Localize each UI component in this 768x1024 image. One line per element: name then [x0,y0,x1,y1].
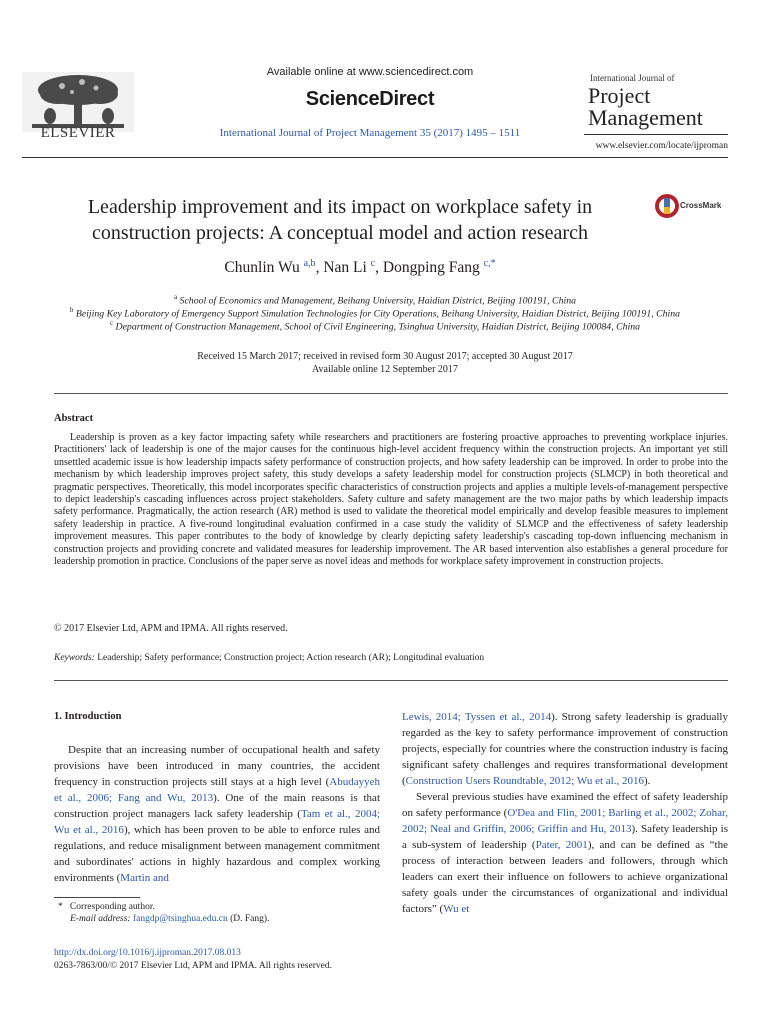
abstract-top-divider [54,393,728,394]
elsevier-wordmark: ELSEVIER [40,125,116,141]
affiliation: $^c$ Department of Construction Management, School of Civil Engineering, Tsinghua University, Haidian District, Beijing 100084, China [109,319,641,333]
affiliation: $^b$ Beijing Key Laboratory of Emergency Support Simulation Technologies for City Operations, Beihang University, Haidian District, Beijing 100191, China [69,306,681,320]
paragraph: Several previous studies have examined the effect of safety leadership on safety performance (O'Dea and Flin, 2001; Barling et al., 2002; Zohar, 2002; Neal and Griffin, 2006; Griffin and Hu, 2013). Safety leadership is a sub-system of leadership (Pater, 2001), and can be defined as “the process of interaction between leaders and followers, through which leaders can exert their influence on followers to achieve organizational safety goals under the circumstances of organizational and individual factors” (Wu et [402,791,728,915]
article-title: Leadership improvement and its impact on workplace safety in construction projects: A conceptual model and action research [87,196,593,244]
section-heading: 1. Introduction [54,711,122,722]
abstract-bottom-divider [54,680,728,681]
email-link[interactable]: fangdp@tsinghua.edu.cn [132,914,228,924]
citation-link[interactable]: Tam et al., 2004; Wu et al., 2016 [54,808,380,836]
citation-link[interactable]: O'Dea and Flin, 2001; Barling et al., 2002; Zohar, 2002; Neal and Griffin, 2006; Griffin and Hu, 2013 [402,807,728,835]
journal-name-line1: Project [588,83,651,108]
doi-link[interactable]: http://dx.doi.org/10.1016/j.ijproman.2017.08.013 [54,948,241,958]
author-affiliation-mark[interactable]: c [370,258,376,269]
sciencedirect-brand: ScienceDirect [305,88,435,110]
author-affiliation-mark[interactable]: c,* [483,258,496,269]
footnote-divider [54,897,140,898]
journal-name-small: International Journal of [590,73,675,83]
paragraph: Lewis, 2014; Tyssen et al., 2014). Strong safety leadership is gradually regarded as the key to safety performance improvement of construction projects, especially for countries where the construction industry is facing significant safety challenges and requires transformational development (Construction Users Roundtable, 2012; Wu et al., 2016). [402,711,728,787]
abstract-text: Leadership is proven as a key factor impacting safety while researchers and practitioners are fostering proactive approaches to preventing workplace injuries. Practitioners' lack of leadership is one of the major causes for the continuous high-level accident frequency within the construction projects. An important yet still unsettled academic issue is how leadership impacts safety performance of construction projects, and how safety leadership can be improved. In order to probe into the mechanism by which leadership improves project safety, this study develops a safety leadership model for construction projects (SLMCP) in both theoretical and pragmatic perspectives. Theoretically, this model incorporates specific characteristics of construction projects and applies a multiple levels-of-management perspective to depict leadership's cascading influences across project stakeholders. Safety culture and safety management are the two major paths by which leadership impacts safety performance. Pragmatically, the action research (AR) method is used to validate the theoretical model empirically and develop feasible measures to implement safety leadership in practice. A five-round longitudinal evaluation confirmed in a case study the validity of SLMCP and the effectiveness of safety leadership improvement measures. This paper contributes to the body of knowledge by clearly depicting safety leadership's cascading top-down influencing mechanism in construction projects and providing concrete and validated measures for leadership improvement. The AR based intervention also establishes a general procedure for leadership promotion in practice. Conclusions of the paper serve as novel ideas and methods for workplace safety improvement in construction projects. [54,432,728,568]
footnote-corresponding: * Corresponding author. [58,902,155,912]
journal-url: www.elsevier.com/locate/ijproman [595,141,728,151]
abstract-copyright: © 2017 Elsevier Ltd, APM and IPMA. All rights reserved. [54,623,288,634]
journal-reference-link[interactable]: International Journal of Project Management 35 (2017) 1495 – 1511 [219,127,521,139]
citation-link[interactable]: Wu et [443,903,470,915]
keywords [54,653,728,663]
crossmark-label[interactable]: CrossMark [680,201,722,210]
keywords-list: Leadership; Safety performance; Construction project; Action research (AR); Longitudinal evaluation [97,653,485,663]
citation-link[interactable]: Lewis, 2014; Tyssen et al., 2014 [402,711,552,723]
citation-link[interactable]: Construction Users Roundtable, 2012; Wu et al., 2016 [405,775,644,787]
article-history: Received 15 March 2017; received in revised form 30 August 2017; accepted 30 August 2017 [197,351,573,362]
citation-link[interactable]: Martin and [120,872,169,884]
citation-link[interactable]: Abudayyeh et al., 2006; Fang and Wu, 2013 [54,776,380,804]
available-online-text: Available online at www.sciencedirect.com [266,66,474,78]
keywords-label: Keywords: [54,653,95,663]
citation-link[interactable]: Pater, 2001 [535,839,588,851]
abstract-heading: Abstract [54,413,94,424]
author-name[interactable]: Nan Li [323,259,367,277]
body-column-left: Despite that an increasing number of occupational health and safety provisions have been introduced in many countries, the accident frequency in construction projects still stays at a high level (Abudayyeh et al., 2006; Fang and Wu, 2013). One of the main reasons is that construction project managers lack safety leadership (Tam et al., 2004; Wu et al., 2016), which has been proven to be able to enforce rules and regulations, and reduce misalignment between management commitment and subordinates' actions in highly hazardous and complex working environments (Martin and [54,744,380,884]
journal-name-line2: Management [588,105,703,130]
header-divider [22,157,728,158]
available-online-date: Available online 12 September 2017 [312,364,458,375]
author-name[interactable]: Chunlin Wu [224,259,300,277]
affiliation: $^a$ School of Economics and Management, Beihang University, Haidian District, Beijing 100191, China [173,293,576,307]
author-list: Chunlin Wu $^{a,b}$, Nan Li $^c$, Dongping Fang $^{c,*}$ [224,258,496,277]
journal-divider [584,134,728,135]
body-column-right [402,709,728,917]
author-affiliation-mark[interactable]: a,b [303,258,316,269]
issn-copyright: 0263-7863/00/© 2017 Elsevier Ltd, APM and IPMA. All rights reserved. [54,961,332,971]
author-name[interactable]: Dongping Fang [382,259,480,277]
footnote-email: E-mail address: fangdp@tsinghua.edu.cn (D. Fang). [70,914,270,924]
